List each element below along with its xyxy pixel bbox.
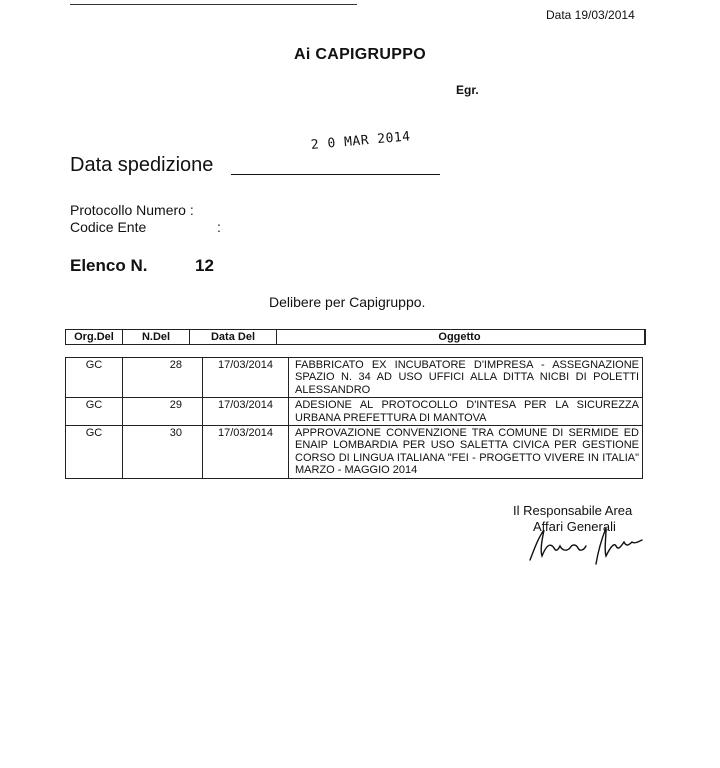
row-org: GC: [66, 398, 123, 426]
date-stamp: 2 0 MAR 2014: [310, 129, 412, 153]
row-org: GC: [66, 358, 123, 398]
spedizione-label: Data spedizione: [70, 154, 214, 176]
codice-ente-colon: :: [217, 219, 221, 235]
top-rule: [70, 4, 357, 5]
deliberations-table: [65, 357, 643, 479]
row-object: ADESIONE AL PROTOCOLLO D'INTESA PER LA SICUREZZA URBANA PREFETTURA DI MANTOVA: [289, 398, 643, 426]
document-date: Data 19/03/2014: [546, 8, 635, 22]
page-title: Ai CAPIGRUPPO: [294, 46, 426, 63]
column-header-num: N.Del: [123, 330, 190, 344]
list-subtitle: Delibere per Capigruppo.: [269, 294, 426, 310]
row-date: 17/03/2014: [203, 358, 289, 398]
table-header: [65, 329, 646, 345]
column-header-org: Org.Del: [66, 330, 123, 344]
row-object: FABBRICATO EX INCUBATORE D'IMPRESA - ASSEGNAZIONE SPAZIO N. 34 AD USO UFFICI ALLA DITTA NICBI DI POLETTI ALESSANDRO: [289, 358, 643, 398]
protocollo-label: Protocollo Numero :: [70, 202, 194, 218]
row-number: 30: [123, 426, 203, 479]
table-row: [66, 426, 643, 479]
elenco-number: 12: [195, 256, 214, 275]
row-date: 17/03/2014: [203, 398, 289, 426]
salutation: Egr.: [456, 83, 479, 97]
signatory-title: Il Responsabile Area: [513, 503, 633, 518]
spedizione-underline: [231, 174, 440, 175]
codice-ente-label: Codice Ente: [70, 219, 147, 235]
table-row: [66, 398, 643, 426]
row-object: APPROVAZIONE CONVENZIONE TRA COMUNE DI SERMIDE ED ENAIP LOMBARDIA PER USO SALETTA CIVICA PER GESTIONE CORSO DI LINGUA ITALIANA "FEI - PROGETTO VIVERE IN ITALIA" MARZO - MAGGIO 2014: [289, 426, 643, 479]
row-date: 17/03/2014: [203, 426, 289, 479]
handwritten-signature: [520, 520, 650, 570]
row-org: GC: [66, 426, 123, 479]
column-header-object: Oggetto: [438, 331, 481, 343]
row-number: 28: [123, 358, 203, 398]
table-row: [66, 358, 643, 398]
signatory-area: Affari Generali: [533, 519, 616, 534]
row-number: 29: [123, 398, 203, 426]
elenco-label: Elenco N.: [70, 256, 148, 275]
column-header-date: Data Del: [190, 330, 277, 344]
